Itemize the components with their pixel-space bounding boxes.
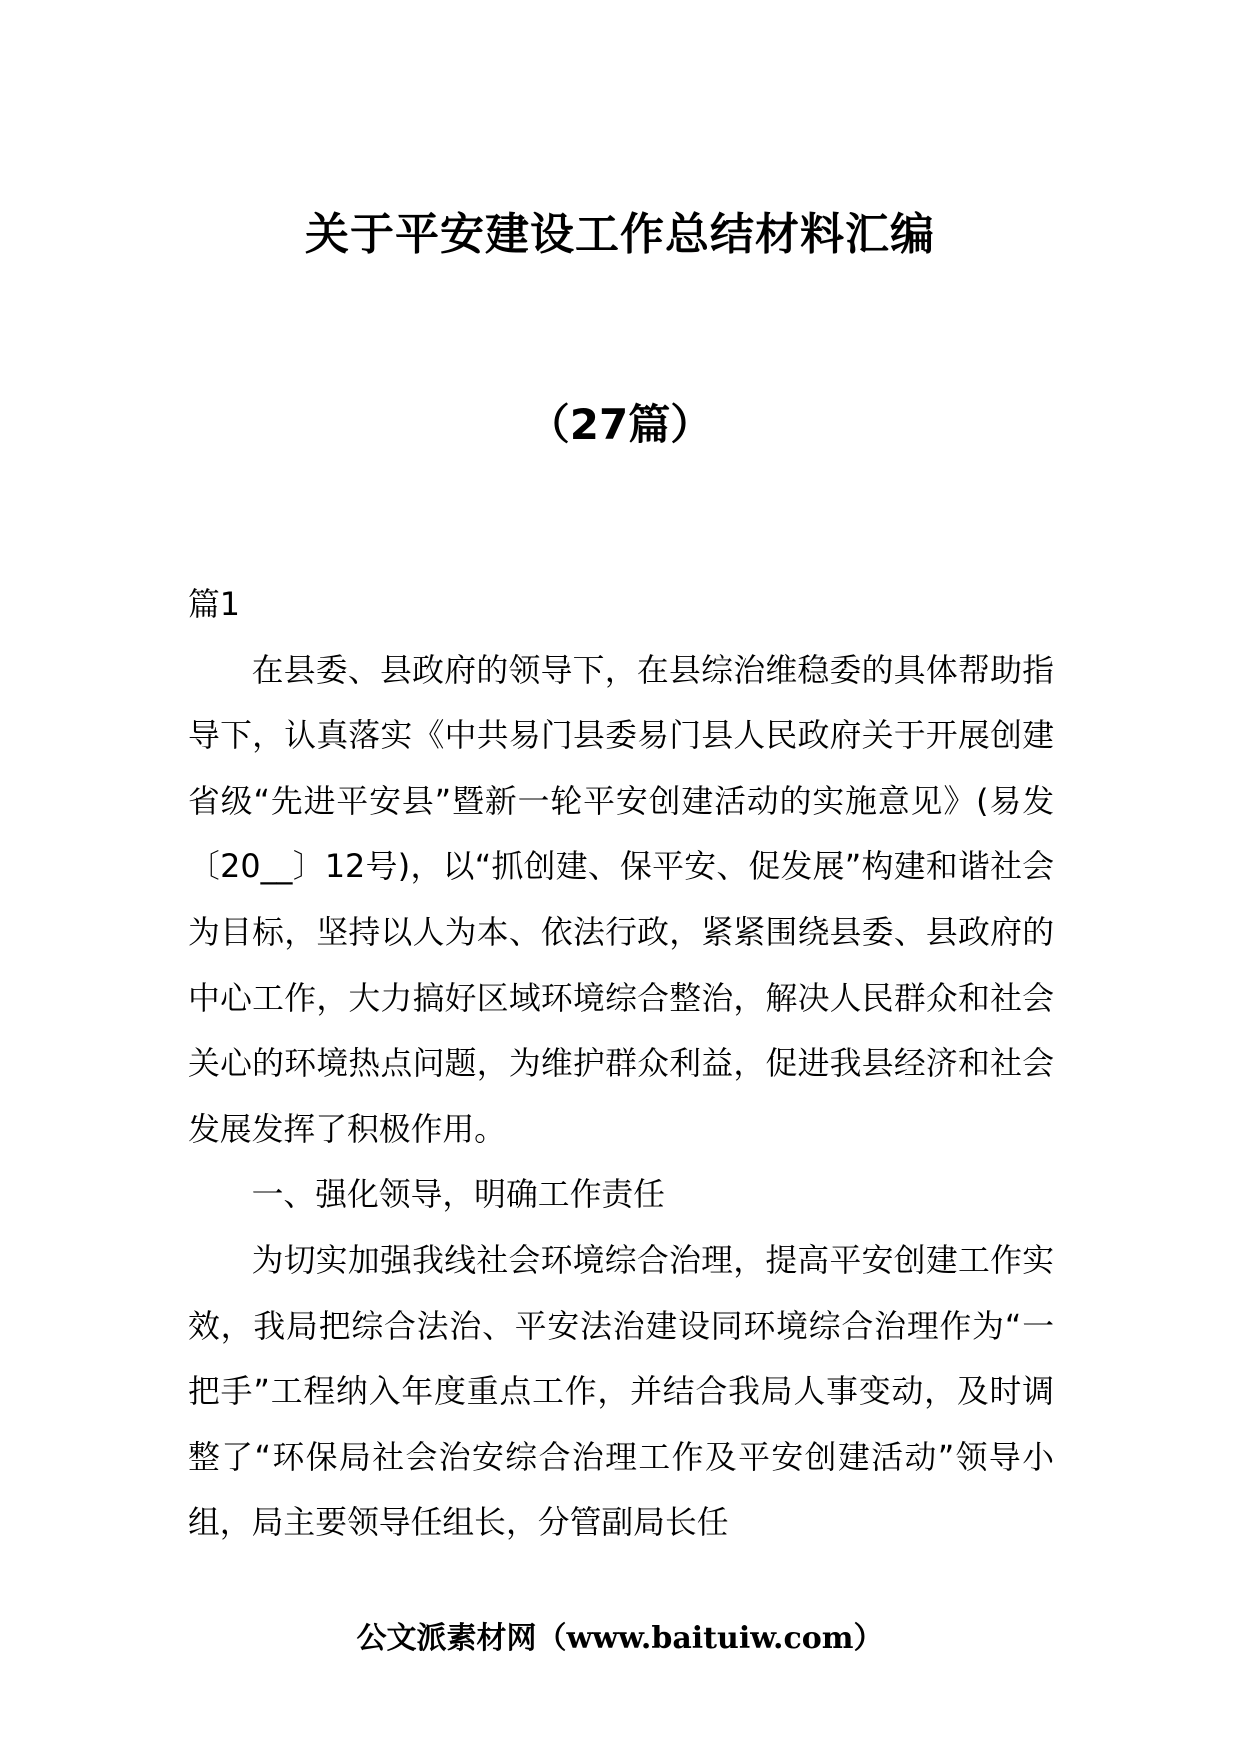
section-heading: 一、强化领导，明确工作责任 — [251, 1176, 665, 1214]
document-count-label: （27篇） — [527, 400, 713, 449]
body-paragraph: 在县委、县政府的领导下，在县综治维稳委的具体帮助指导下，认真落实《中共易门县委易门县人民政府关于开展创建省级“先进平安县”暨新一轮平安创建活动的实施意见》(易发〔20__〕12号)，以“抓创建、保平安、促发展”构建和谐社会为目标，坚持以人为本、依法行政，紧紧围绕县委、县政府的中心工作，大力搞好区域环境综合整治，解决人民群众和社会关心的环境热点问题，为维护群众利益，促进我县经济和社会发展发挥了积极作用。 — [188, 651, 1054, 1148]
section-label: 篇1 — [188, 586, 241, 623]
footer-watermark: 公文派素材网（www.baituiw.com） — [356, 1621, 884, 1656]
document-title: 关于平安建设工作总结材料汇编 — [305, 209, 935, 260]
document-body — [188, 572, 1054, 1556]
body-paragraph: 为切实加强我线社会环境综合治理，提高平安创建工作实效，我局把综合法治、平安法治建设同环境综合治理作为“一把手”工程纳入年度重点工作，并结合我局人事变动，及时调整了“环保局社会治安综合治理工作及平安创建活动”领导小组，局主要领导任组长，分管副局长任 — [188, 1241, 1054, 1542]
